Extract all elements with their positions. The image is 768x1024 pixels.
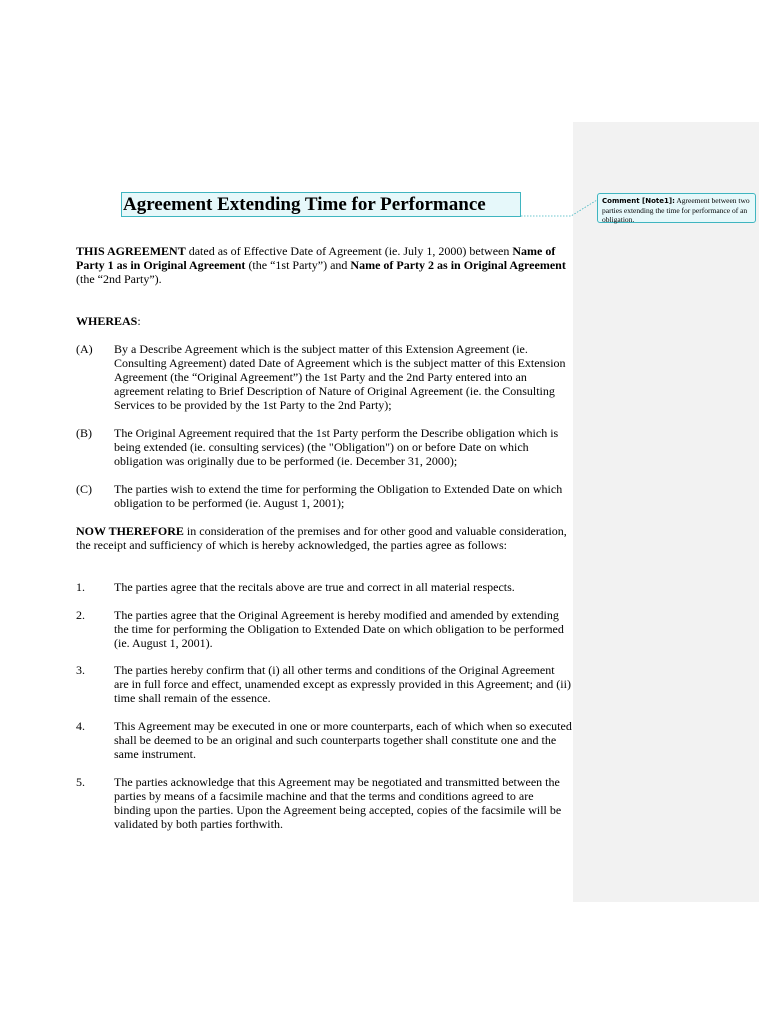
party-1-name: Name of Party 1 as in Original Agreement [76,244,556,272]
clause-2-text: The parties agree that the Original Agreement is hereby modified and amended by extending the time for performing the Obligation to Extended Date on which obligation to be performed (ie. August 1, 2001). [114,608,564,650]
recital-a-text: By a Describe Agreement which is the subject matter of this Extension Agreement (ie. Consulting Agreement) dated Date of Agreement which is the subject matter of this Extension Agreement (the “Original Agreement”) the 1st Party and the 2nd Party entered into an agreement relating to Brief Description of Nature of Original Agreement (ie. the Consulting Services to be provided by the 1st Party to the 2nd Party); [114,342,566,412]
recital-c-marker: (C) [76,482,92,496]
comment-text: Agreement between two parties extending the time for performance of an obligation. [602,196,750,224]
clause-3-marker: 3. [76,663,85,677]
document-title: Agreement Extending Time for Performance [121,192,521,217]
intro-lead: THIS AGREEMENT [76,244,186,258]
recital-b-marker: (B) [76,426,92,440]
intro-paragraph [76,244,572,286]
clause-3-text: The parties hereby confirm that (i) all other terms and conditions of the Original Agreement are in full force and effect, unamended except as expressly provided in this Agreement; and (ii) time shall remain of the essence. [114,663,571,705]
comment-margin-pane [573,122,759,902]
intro-text-2: (the “1st Party”) and [245,258,351,272]
clause-5-text: The parties acknowledge that this Agreement may be negotiated and transmitted between the parties by means of a facsimile machine and that the terms and conditions agreed to are binding upon the parties. Upon the Agreement being accepted, copies of the facsimile will be validated by both parties forthwith. [114,775,562,831]
comment-tag: Comment [Note1]: [602,197,675,205]
whereas-label: WHEREAS [76,314,138,328]
clause-4-marker: 4. [76,719,85,733]
now-therefore-paragraph [76,524,572,552]
clause-1-marker: 1. [76,580,85,594]
whereas-colon: : [137,314,141,328]
whereas-heading [76,314,572,328]
now-therefore-label: NOW THEREFORE [76,524,184,538]
clause-1-text: The parties agree that the recitals above are true and correct in all material respects. [114,580,515,594]
recital-c-text: The parties wish to extend the time for performing the Obligation to Extended Date on which obligation to be performed (ie. August 1, 2001); [114,482,563,510]
recital-a-marker: (A) [76,342,93,356]
recital-b-text: The Original Agreement required that the 1st Party perform the Describe obligation which is being extended (ie. consulting services) (the "Obligation") on or before Date on which obligation was originally due to be performed (ie. December 31, 2000); [114,426,559,468]
intro-text-3: (the “2nd Party”). [76,272,162,286]
clause-4-text: This Agreement may be executed in one or more counterparts, each of which when so executed shall be deemed to be an original and such counterparts together shall constitute one and the same instrument. [114,719,572,761]
now-therefore-text: in consideration of the premises and for other good and valuable consideration, the receipt and sufficiency of which is hereby acknowledged, the parties agree as follows: [76,524,567,552]
clause-5-marker: 5. [76,775,85,789]
clause-2-marker: 2. [76,608,85,622]
comment-balloon[interactable] [597,193,756,223]
party-2-name: Name of Party 2 as in Original Agreement [350,258,566,272]
intro-text-1: dated as of Effective Date of Agreement (ie. July 1, 2000) between [185,244,513,258]
